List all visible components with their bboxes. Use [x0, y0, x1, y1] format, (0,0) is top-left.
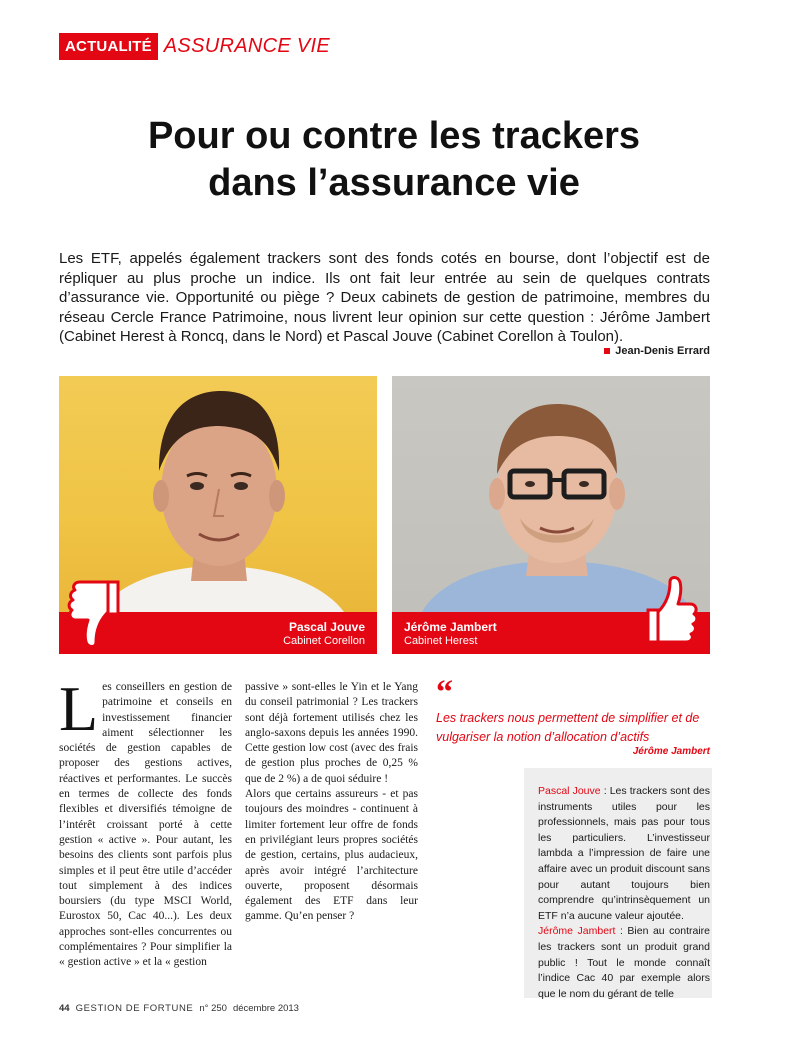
- page-footer: [59, 1003, 299, 1014]
- person-name-right: Jérôme Jambert: [404, 620, 497, 634]
- person-name-left: Pascal Jouve: [288, 620, 365, 634]
- quote-mark-icon: “: [436, 674, 453, 711]
- body-column-2: [245, 680, 418, 925]
- byline-bullet-icon: [604, 348, 610, 354]
- issue-number: n° 250: [199, 1003, 227, 1014]
- page-number: 44: [59, 1003, 70, 1014]
- article-intro: Les ETF, appelés également trackers sont des fonds cotés en bourse, dont l’objectif est de répliquer au plus proche un indice. Ils ont fait leur entrée au sein de quelques contrats d’assurance vie. Opportunité ou piège ? Deux cabinets de gestion de patrimoine, membres du réseau Cercle France Patrimoine, nous livrent leur opinion sur cette question : Jérôme Jambert (Cabinet Herest à Roncq, dans le Nord) et Pascal Jouve (Cabinet Corellon à Toulon).: [59, 250, 710, 345]
- person-company-right: Cabinet Herest: [404, 635, 478, 647]
- sidebar-speaker-1: Pascal Jouve: [538, 785, 601, 797]
- issue-date: décembre 2013: [232, 1003, 299, 1014]
- body-column-2-paragraph-1: passive » sont-elles le Yin et le Yang du conseil patrimonial ? Les trackers sont déjà fortement utilisés chez les anglo-saxons depuis les années 1990. Cette gestion low cost (avec des frais de gestion plus proches de 0,25 % que de 2 %) a de quoi séduire !: [245, 681, 418, 785]
- sidebar-text-1: : Les trackers sont des instruments utiles pour les professionnels, mais pas pour tous les particuliers. L’investisseur lambda a l’impression de faire une affaire avec un produit discount sans pour autant toujours bien comprendre qu’intrinsèquement un ETF n’a aucune valeur ajoutée.: [538, 785, 710, 922]
- section-label: ACTUALITÉ: [59, 33, 158, 60]
- title-line-1: Pour ou contre les trackers: [147, 115, 641, 157]
- pull-quote-author: Jérôme Jambert: [632, 746, 710, 757]
- byline: [604, 345, 710, 357]
- section-header: [59, 33, 330, 60]
- sidebar-speaker-2: Jérôme Jambert: [538, 925, 616, 938]
- thumbs-down-icon: [66, 572, 132, 652]
- drop-cap: L: [59, 673, 99, 744]
- article-title: [60, 113, 728, 207]
- byline-author: Jean-Denis Errard: [615, 345, 710, 357]
- body-column-1-text: es conseillers en gestion de patrimoine et conseils en investissement financier aiment sélectionner les sociétés de gestion capables de proposer des gestions actives, réactives et performantes. Le succès en termes de collecte des fonds flexibles et diversifiés témoigne de l’intérêt croissant porté à cette gestion « active ». Pour autant, les besoins des clients sont parfois plus simples et il peut être utile d’accéder tout simplement à des indices boursiers (du type MSCI World, Eurostox 50, Cac 40...). Les deux approches sont-elles concurrentes ou complémentaires ? Pour simplifier la « gestion active » et la « gestion: [59, 681, 232, 969]
- body-column-1: [59, 673, 232, 971]
- sidebar-paragraph-1: [538, 784, 710, 924]
- person-company-left: Cabinet Corellon: [283, 635, 365, 647]
- title-line-2: dans l’assurance vie: [208, 162, 580, 204]
- sidebar-paragraph-2: [538, 924, 710, 1002]
- body-column-2-paragraph-2: Alors que certains assureurs - et pas toujours des moindres - continuent à limiter fortement leur offre de fonds en privilégiant leurs propres sociétés de gestion, certains, plus audacieux, après avoir intégré l’architecture ouverte, proposent désormais également des ETF dans leur gamme. Qu’en penser ?: [245, 788, 418, 923]
- sidebar-text: [538, 784, 710, 1002]
- topic-label: ASSURANCE VIE: [163, 35, 330, 57]
- pull-quote: Les trackers nous permettent de simplifier et de vulgariser la notion d’allocation d’actifs: [436, 711, 700, 744]
- sidebar-text-2: : Bien au contraire les trackers sont un produit grand public ! Tout le monde connaît l’indice Cac 40 par exemple alors que le nom du gérant de telle: [538, 925, 711, 1000]
- magazine-name: GESTION DE FORTUNE: [75, 1003, 194, 1014]
- thumbs-up-icon: [640, 572, 706, 652]
